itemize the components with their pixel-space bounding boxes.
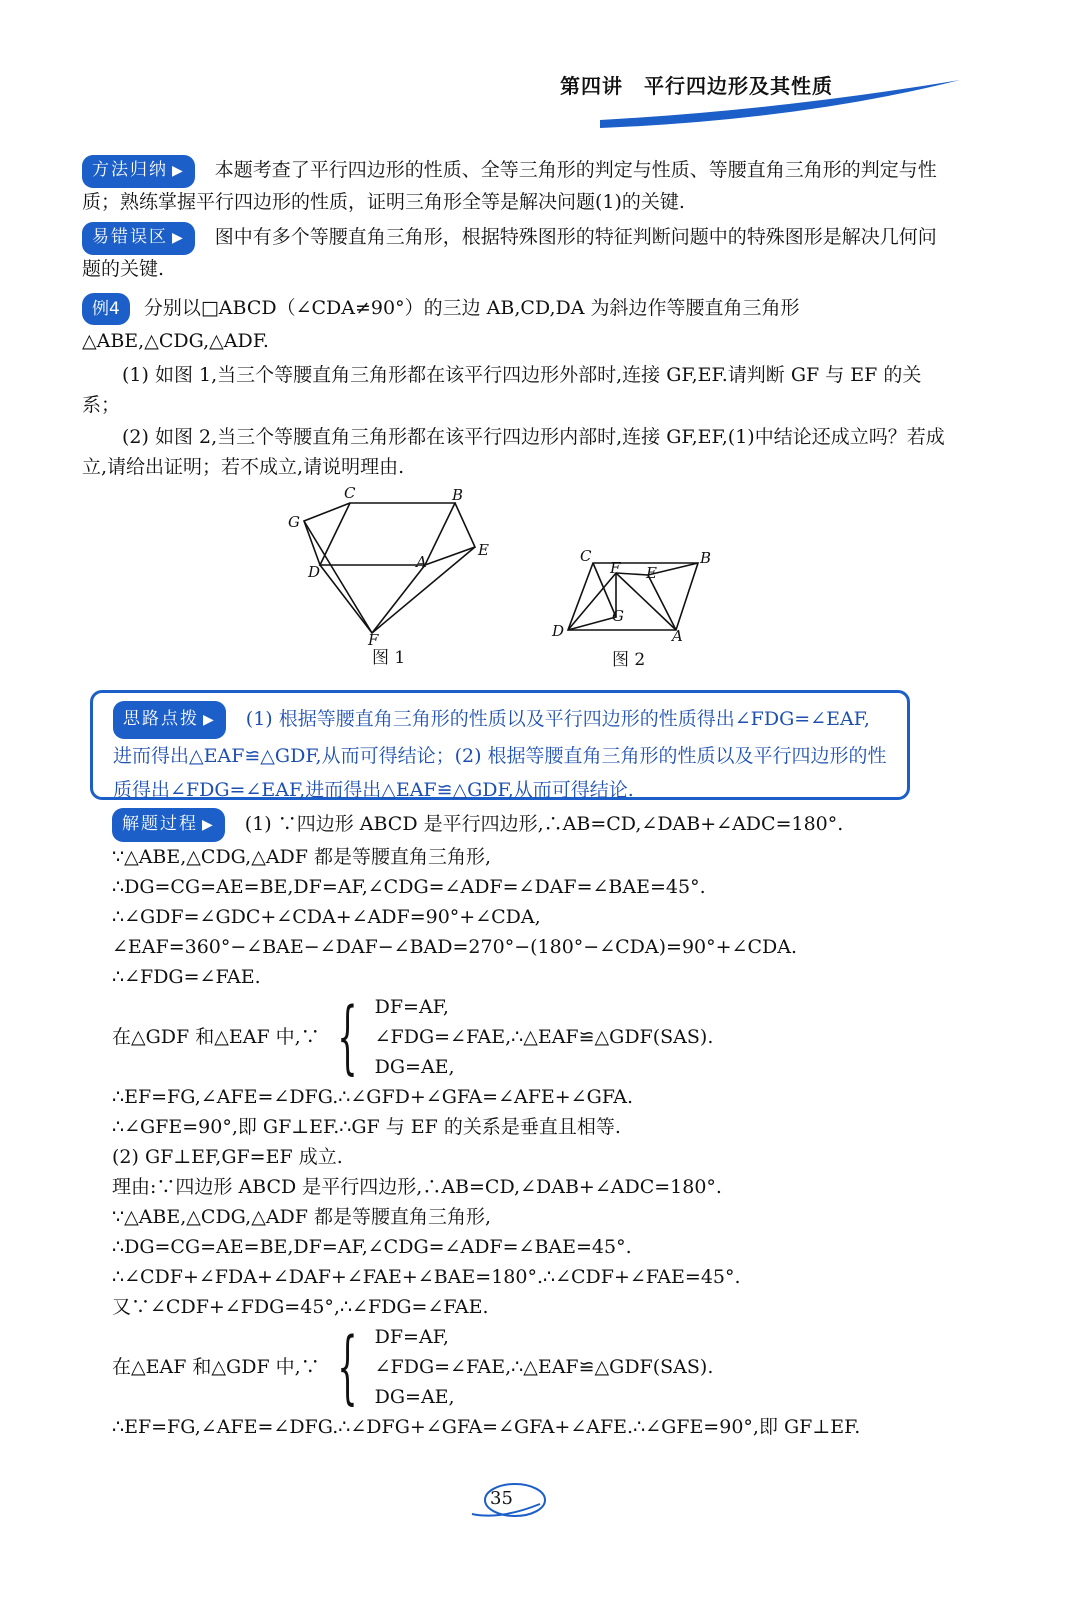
solution-line: ∴DG=CG=AE=BE,DF=AF,∠CDG=∠ADF=∠BAE=45°. bbox=[112, 1236, 632, 1258]
error-section bbox=[82, 222, 952, 284]
brace: { bbox=[336, 1320, 358, 1413]
solution-line: ∴EF=FG,∠AFE=∠DFG.∴∠DFG+∠GFA=∠GFA+∠AFE.∴∠GFE=90°,即 GF⊥EF. bbox=[112, 1416, 861, 1438]
example-q1: (1) 如图 1,当三个等腰直角三角形都在该平行四边形外部时,连接 GF,EF.请判断 GF 与 EF 的关系； bbox=[82, 364, 922, 416]
header-swoosh bbox=[600, 80, 960, 130]
page-number: 35 bbox=[490, 1488, 513, 1509]
solution-tag: 解题过程 ▶ bbox=[112, 808, 225, 842]
solution-line: ∠EAF=360°−∠BAE−∠DAF−∠BAD=270°−(180°−∠CDA)=90°+∠CDA. bbox=[112, 936, 798, 958]
method-text: 本题考查了平行四边形的性质、全等三角形的判定与性质、等腰直角三角形的判定与性质；熟练掌握平行四边形的性质，证明三角形全等是解决问题(1)的关键. bbox=[82, 159, 937, 213]
fig1-label-a: A bbox=[416, 553, 427, 571]
fig2-label-f: F bbox=[610, 559, 621, 577]
congruence-block-1: 在△GDF 和△EAF 中,∵ { DF=AF, ∠FDG=∠FAE,∴△EAF≌△GDF(SAS). DG=AE, bbox=[112, 990, 714, 1083]
fig1-label-c: C bbox=[344, 485, 356, 502]
solution-line: ∴∠GDF=∠GDC+∠CDA+∠ADF=90°+∠CDA, bbox=[112, 906, 541, 928]
method-tag: 方法归纳 ▶ bbox=[82, 155, 195, 188]
figure-1 bbox=[280, 485, 510, 645]
solution-line: ∴∠FDG=∠FAE. bbox=[112, 966, 261, 988]
solution-line: ∵△ABE,△CDG,△ADF 都是等腰直角三角形, bbox=[112, 846, 492, 868]
method-section bbox=[82, 155, 952, 217]
solution-line: ∵△ABE,△CDG,△ADF 都是等腰直角三角形, bbox=[112, 1206, 492, 1228]
figure-1-caption: 图 1 bbox=[372, 648, 406, 668]
solution-line: (1) ∵四边形 ABCD 是平行四边形,∴AB=CD,∠DAB+∠ADC=180°. bbox=[244, 813, 844, 835]
brace: { bbox=[336, 990, 358, 1083]
solution-line: (2) GF⊥EF,GF=EF 成立. bbox=[112, 1146, 343, 1168]
fig1-label-d: D bbox=[308, 563, 321, 581]
example-tag: 例4 bbox=[82, 293, 130, 325]
fig1-label-g: G bbox=[288, 513, 300, 531]
solution-line: ∴EF=FG,∠AFE=∠DFG.∴∠GFD+∠GFA=∠AFE+∠GFA. bbox=[112, 1086, 634, 1108]
figure-2 bbox=[548, 545, 718, 645]
solution-line: ∴DG=CG=AE=BE,DF=AF,∠CDG=∠ADF=∠DAF=∠BAE=45°. bbox=[112, 876, 706, 898]
fig2-label-b: B bbox=[700, 549, 712, 567]
error-text: 图中有多个等腰直角三角形，根据特殊图形的特征判断问题中的特殊图形是解决几何问题的关键. bbox=[82, 226, 937, 280]
fig2-label-a: A bbox=[672, 627, 683, 645]
hint-tag: 思路点拨 ▶ bbox=[113, 701, 226, 739]
example-q2: (2) 如图 2,当三个等腰直角三角形都在该平行四边形内部时,连接 GF,EF,(1)中结论还成立吗？若成立,请给出证明；若不成立,请说明理由. bbox=[82, 426, 945, 478]
solution-line: 又∵∠CDF+∠FDG=45°,∴∠FDG=∠FAE. bbox=[112, 1296, 489, 1318]
hint-text: (1) 根据等腰直角三角形的性质以及平行四边形的性质得出∠FDG=∠EAF,进而得出△EAF≌△GDF,从而可得结论；(2) 根据等腰直角三角形的性质以及平行四边形的性质得出∠FDG=∠EAF,进而得出△EAF≌△GDF,从而可得结论. bbox=[113, 708, 887, 801]
fig2-label-g: G bbox=[612, 607, 624, 625]
fig2-label-c: C bbox=[580, 547, 592, 565]
figure-2-caption: 图 2 bbox=[612, 650, 646, 670]
solution bbox=[112, 808, 952, 1442]
chapter-title: 第四讲 平行四边形及其性质 bbox=[560, 74, 833, 98]
fig2-label-e: E bbox=[646, 564, 657, 582]
fig1-label-f: F bbox=[368, 631, 379, 645]
solution-line: ∴∠GFE=90°,即 GF⊥EF.∴GF 与 EF 的关系是垂直且相等. bbox=[112, 1116, 621, 1138]
fig1-label-b: B bbox=[452, 486, 464, 504]
solution-line: 理由:∵四边形 ABCD 是平行四边形,∴AB=CD,∠DAB+∠ADC=180°. bbox=[112, 1176, 722, 1198]
solution-line: ∴∠CDF+∠FDA+∠DAF+∠FAE+∠BAE=180°.∴∠CDF+∠FAE=45°. bbox=[112, 1266, 741, 1288]
hint-box bbox=[90, 690, 910, 800]
error-tag: 易错误区 ▶ bbox=[82, 222, 195, 255]
example-stem: 例4 分别以□ABCD（∠CDA≠90°）的三边 AB,CD,DA 为斜边作等腰直角三角形△ABE,△CDG,△ADF. bbox=[82, 292, 952, 357]
fig1-label-e: E bbox=[478, 541, 489, 559]
fig2-label-d: D bbox=[552, 622, 565, 640]
congruence-block-2: 在△EAF 和△GDF 中,∵ { DF=AF, ∠FDG=∠FAE,∴△EAF≌△GDF(SAS). DG=AE, bbox=[112, 1320, 714, 1413]
